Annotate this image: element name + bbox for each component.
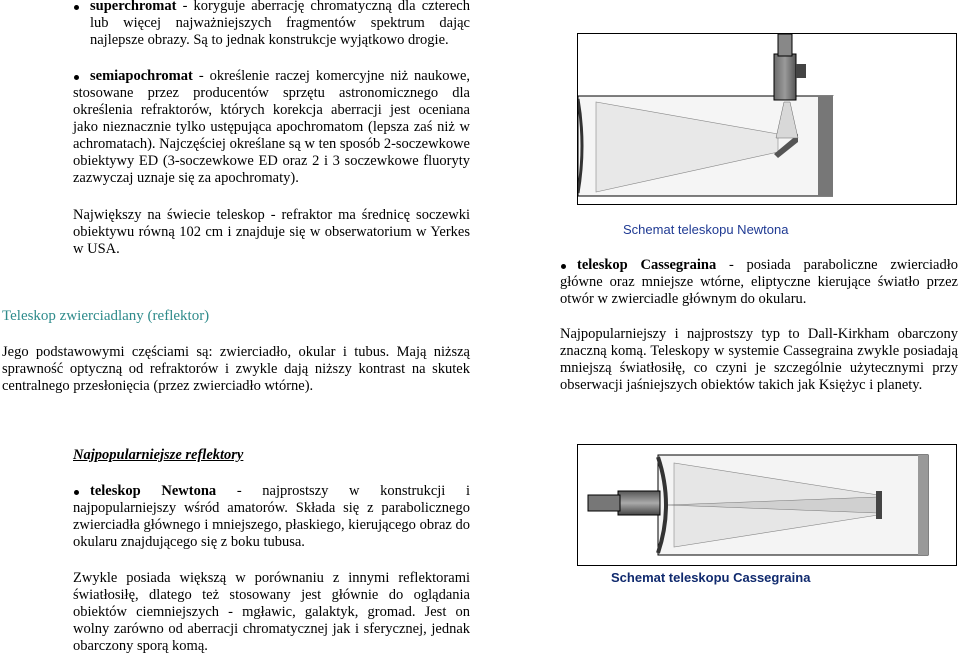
newton-text: - najprostszy w konstrukcji i najpopularniejszy wśród amatorów. Składa się z parabolicznego zwierciadła głównego i mniejszego, płaskiego, kierującego obraz do okularu znajdującego się z boku tubusa. xyxy=(73,483,470,550)
semiapochromat-text: - określenie raczej komercyjne niż naukowe, stosowane przez producentów sprzętu astronomicznego dla określenia refraktorów, których korekcja aberracji jest oceniana jako nieznacznie tylko ustępująca apochromatom (lepsza zaś niż w achromatach). Najczęściej określane są w ten sposób 2-soczewkowe obiektywy ED (3-soczewkowe ED oraz 2 i 3 soczewkowe fluoryty zazwyczaj uznaje się za apochromaty). xyxy=(73,68,470,186)
superchromat-text: - koryguje aberrację chromatyczną dla czterech lub więcej najważniejszych fragmentów spektrum dając najlepsze obrazy. Są to jednak konstrukcje wyjątkowo drogie. xyxy=(90,0,470,48)
newton-paragraph xyxy=(73,483,470,551)
newton-schematic xyxy=(577,33,957,205)
dall-kirkham-paragraph: Najpopularniejszy i najprostszy typ to Dall-Kirkham obarczony znaczną komą. Teleskopy w systemie Cassegraina zwykle posiadają mniejszą światłosiłę, co czyni je szczególnie użytecznymi przy obserwacji jaśniejszych obiektów takich jak Księżyc i planety. xyxy=(560,326,958,393)
yerkes-paragraph: Największy na świecie teleskop - refraktor ma średnicę soczewki obiektywu równą 102 cm i znajduje się w obserwatorium w Yerkes w USA. xyxy=(73,207,470,257)
newton-diagram-image xyxy=(578,34,956,204)
bullet-dot xyxy=(74,5,79,10)
semiapochromat-term: semiapochromat xyxy=(90,68,193,84)
newton-term: teleskop Newtona xyxy=(90,483,217,499)
superchromat-term: superchromat xyxy=(90,0,177,14)
semiapochromat-paragraph xyxy=(73,68,470,187)
popular-reflectors-heading: Najpopularniejsze reflektory xyxy=(73,447,244,463)
superchromat-paragraph xyxy=(90,0,470,49)
cassegrain-paragraph xyxy=(560,257,958,308)
reflector-paragraph: Jego podstawowymi częściami są: zwierciadło, okular i tubus. Mają niższą sprawność optyczną od refraktorów i zwykle dają niższy kontrast na skutek centralnego przesłonięcia (przez zwierciadło wtórne). xyxy=(2,344,470,394)
reflector-heading: Teleskop zwierciadlany (reflektor) xyxy=(2,308,210,324)
cassegrain-term: teleskop Cassegraina xyxy=(577,257,717,273)
cassegrain-caption: Schemat teleskopu Cassegraina xyxy=(611,570,811,585)
cassegrain-text: - posiada paraboliczne zwierciadło główne oraz mniejsze wtórne, eliptyczne kierujące światło przez otwór w zwierciadle głównym do okularu. xyxy=(560,257,958,307)
newton-paragraph-2: Zwykle posiada większą w porównaniu z innymi reflektorami światłosiłę, dlatego też stosowany jest głównie do oglądania obiektów ciemniejszych - mgławic, galaktyk, gromad. Jest on wolny zarówno od aberracji chromatycznej jak i sferycznej, jednak obarczony sporą komą. xyxy=(73,570,470,654)
cassegrain-schematic xyxy=(577,444,957,566)
newton-caption: Schemat teleskopu Newtona xyxy=(623,222,789,237)
cassegrain-diagram-image xyxy=(578,445,956,565)
